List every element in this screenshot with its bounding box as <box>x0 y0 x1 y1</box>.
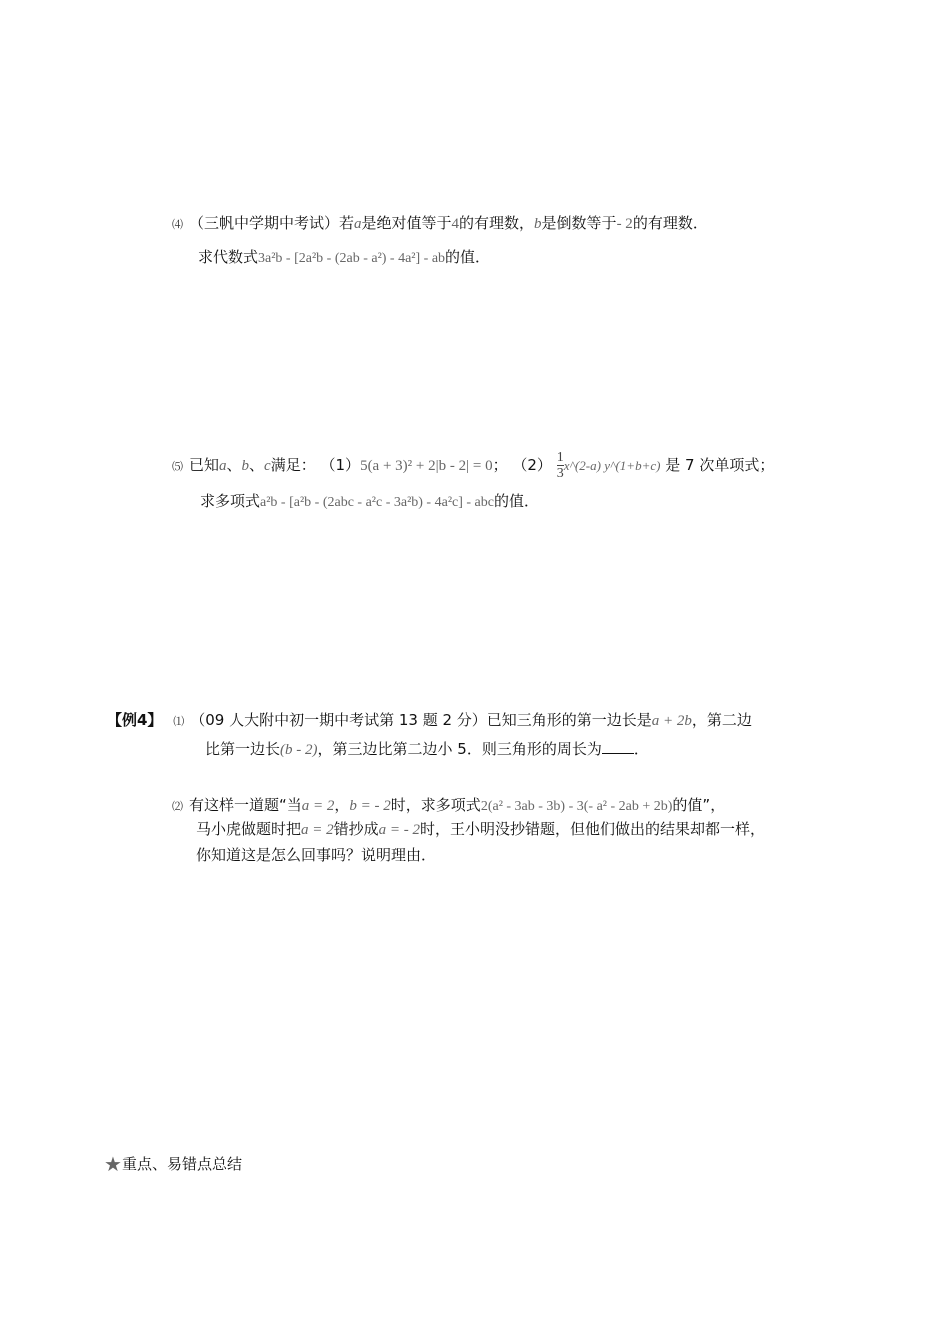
star-icon: ★ <box>104 1152 122 1176</box>
q4-expression: 3a²b - [2a²b - (2ab - a²) - 4a²] - ab <box>258 251 446 266</box>
fraction-numerator: 1 <box>556 450 564 465</box>
q5-end: 的值． <box>493 492 539 510</box>
sep: 、 <box>249 456 265 474</box>
q4-text2: 的有理数， <box>459 214 535 232</box>
cond-a: a = 2 <box>301 798 335 814</box>
q5-line1 <box>172 450 774 482</box>
q4-end: 的值． <box>445 248 491 266</box>
q4-line2 <box>198 246 490 270</box>
ex4-line2 <box>205 738 649 761</box>
q5-number: ⑸ <box>172 460 183 473</box>
q4-source: （三帆中学期中考试）若 <box>189 214 355 232</box>
ex4-p1-text4: ，第三边比第二边小 5．则三角形的周长为 <box>317 740 602 758</box>
cond1-expression: 5(a + 3)² + 2|b - 2| = 0 <box>360 458 493 474</box>
q5-satisfy: 满足： <box>270 456 316 474</box>
answer-blank[interactable] <box>602 739 634 754</box>
var-c: c <box>264 458 271 474</box>
example-label: 【例4】 <box>107 711 163 729</box>
q5-expression: a²b - [a²b - (2abc - a²c - 3a²b) - 4a²c] - abc <box>260 495 494 510</box>
ex4-p2-number: ⑵ <box>172 800 183 813</box>
ex4-p2-line3 <box>196 844 436 866</box>
ex4-p2-text7: 你知道这是怎么回事吗？说明理由． <box>196 846 437 864</box>
q5-degree-text: 是 7 次单项式； <box>665 456 775 474</box>
var-a: a <box>219 458 227 474</box>
diff-expression: (b - 2) <box>280 742 318 758</box>
ex4-p2-text2: 时，求多项式 <box>390 796 481 814</box>
q4-line1 <box>172 212 708 236</box>
q4-text3: 是倒数等于 <box>541 214 617 232</box>
num-neg2: - 2 <box>616 216 633 232</box>
cond1-label: （1） <box>320 456 361 474</box>
cond2-label: （2） <box>512 456 552 474</box>
num-four: 4 <box>451 216 460 232</box>
monomial: x^(2-a) y^(1+b+c) <box>563 458 661 473</box>
summary-heading <box>104 1153 242 1175</box>
fraction-denominator: 3 <box>556 466 564 481</box>
var-b: b <box>241 458 250 474</box>
ex4-p2-text4: 马小虎做题时把 <box>196 820 302 838</box>
comma: ， <box>334 796 350 814</box>
ex4-p1-text1: （09 人大附中初一期中考试第 13 题 2 分）已知三角形的第一边长是 <box>190 711 652 729</box>
ex4-p2-text6: 时，王小明没抄错题，但他们做出的结果却都一样， <box>420 820 766 838</box>
ex4-p2-line1 <box>172 794 725 818</box>
a-eq: a = 2 <box>301 822 334 838</box>
polynomial: 2(a² - 3ab - 3b) - 3(- a² - 2ab + 2b) <box>480 799 673 814</box>
ex4-p2-text3: 的值”， <box>672 796 726 814</box>
fraction-one-third <box>557 450 564 481</box>
q5-line2 <box>200 490 539 514</box>
sep: 、 <box>226 456 242 474</box>
a-neg: a = - 2 <box>378 822 421 838</box>
q4-text1: 是绝对值等于 <box>361 214 452 232</box>
q5-known: 已知 <box>189 456 220 474</box>
var-a: a <box>354 216 362 232</box>
var-b: b <box>534 216 542 232</box>
ex4-p1-text3: 比第一边长 <box>205 740 281 758</box>
ex4-p2-text5: 错抄成 <box>333 820 379 838</box>
ex4-p2-line2 <box>196 818 765 841</box>
semicolon: ； <box>492 456 508 474</box>
q5-ask: 求多项式 <box>200 492 261 510</box>
ex4-p1-number: ⑴ <box>173 715 185 728</box>
q4-number: ⑷ <box>172 218 183 231</box>
ex4-p1-text2: ，第二边 <box>691 711 752 729</box>
ex4-line1 <box>107 709 752 733</box>
summary-title: 重点、易错点总结 <box>121 1155 242 1173</box>
q4-text4: 的有理数． <box>632 214 708 232</box>
q4-ask: 求代数式 <box>198 248 259 266</box>
side1-expression: a + 2b <box>651 713 692 729</box>
ex4-p1-text5: ． <box>633 740 649 758</box>
ex4-p2-text1: 有这样一道题“当 <box>189 796 302 814</box>
cond-b: b = - 2 <box>349 798 391 814</box>
